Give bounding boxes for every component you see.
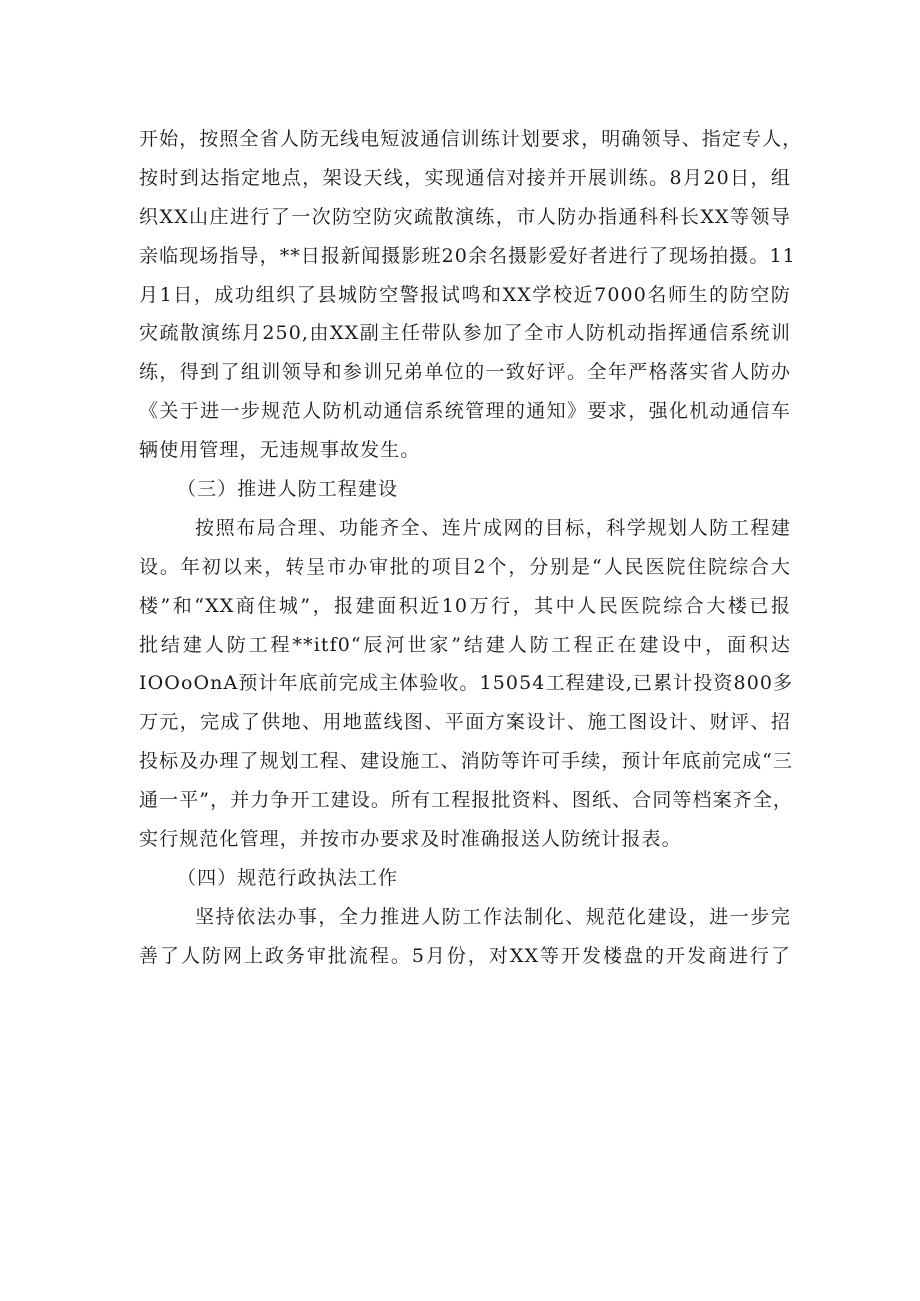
- paragraph-line: 辆使用管理，无违规事故发生。: [139, 439, 421, 462]
- paragraph-line: 月1日，成功组织了县城防空警报试鸣和XX学校近7000名师生的防空防: [139, 283, 791, 306]
- paragraph-line: 批结建人防工程**itf0“辰河世家”结建人防工程正在建设中，面积达: [139, 633, 791, 656]
- paragraph-line: 织XX山庄进行了一次防空防灾疏散演练，市人防办指通科科长XX等领导: [139, 205, 791, 228]
- section-heading: （四）规范行政执法工作: [177, 866, 399, 889]
- section-heading: （三）推进人防工程建设: [177, 478, 399, 501]
- paragraph-line: 实行规范化管理，并按市办要求及时准确报送人防统计报表。: [139, 828, 682, 851]
- paragraph-line: 按时到达指定地点，架设天线，实现通信对接并开展训练。8月20日，组: [139, 166, 791, 189]
- paragraph-line: IOOoOnA预计年底前完成主体验收。15054工程建设,已累计投资800多: [139, 672, 794, 695]
- paragraph-line: 练，得到了组训领导和参训兄弟单位的一致好评。全年严格落实省人防办: [139, 361, 791, 384]
- paragraph-line: 投标及办理了规划工程、建设施工、消防等许可手续，预计年底前完成“三: [139, 750, 794, 773]
- paragraph-line: 按照布局合理、功能齐全、连片成网的目标，科学规划人防工程建: [195, 516, 791, 539]
- paragraph-line: 开始，按照全省人防无线电短波通信训练计划要求，明确领导、指定专人，: [139, 128, 803, 150]
- paragraph-line: 设。年初以来，转呈市办审批的项目2个，分别是“人民医院住院综合大: [139, 555, 791, 578]
- document-body: [139, 120, 803, 976]
- paragraph-line: 坚持依法办事，全力推进人防工作法制化、规范化建设，进一步完: [195, 905, 791, 928]
- paragraph-line: 灾疏散演练月250,由XX副主任带队参加了全市人防机动指挥通信系统训: [139, 322, 791, 345]
- paragraph-line: 万元，完成了供地、用地蓝线图、平面方案设计、施工图设计、财评、招: [139, 711, 791, 734]
- paragraph-line: 亲临现场指导，**日报新闻摄影班20余名摄影爱好者进行了现场拍摄。11: [139, 244, 796, 267]
- paragraph-line: 《关于进一步规范人防机动通信系统管理的通知》要求，强化机动通信车: [139, 400, 791, 423]
- paragraph-line: 善了人防网上政务审批流程。5月份，对XX等开发楼盘的开发商进行了: [139, 944, 791, 967]
- paragraph-line: 通一平”，并力争开工建设。所有工程报批资料、图纸、合同等档案齐全，: [139, 789, 794, 812]
- paragraph-line: 楼”和“XX商住城”，报建面积近10万行，其中人民医院综合大楼已报: [139, 594, 791, 617]
